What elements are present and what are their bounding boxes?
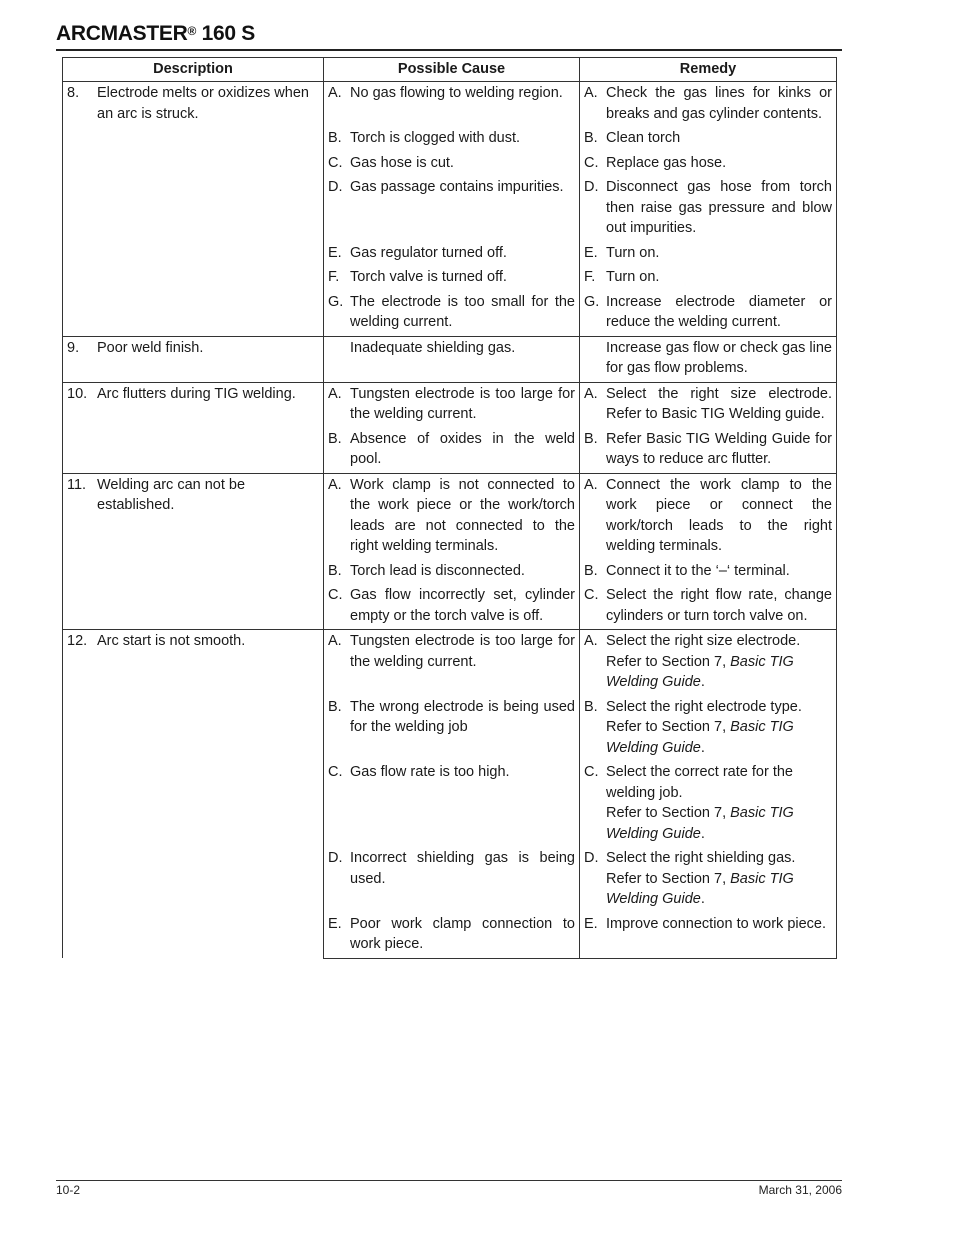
header-rule (56, 49, 842, 51)
remedy-instruction: Select the right shielding gas. (606, 850, 796, 866)
remedy-cell (580, 82, 837, 128)
remedy-item (584, 848, 832, 910)
remedy-letter: C. (584, 764, 599, 780)
remedy-item (584, 697, 832, 759)
remedy-text: Improve connection to work piece. (606, 915, 827, 932)
cause-text: Gas flow incorrectly set, cylinder empty or the torch valve is off. (350, 587, 575, 624)
cause-text: Gas flow rate is too high. (350, 764, 510, 780)
cause-item (328, 585, 575, 626)
remedy-text: Check the gas lines for kinks or breaks and gas cylinder contents. (606, 85, 832, 122)
remedy-text: Replace gas hose. (606, 154, 727, 171)
reference-suffix: . (700, 674, 705, 690)
table-row (63, 382, 837, 428)
remedy-item (584, 267, 832, 288)
remedy-text: Connect it to the ‘–‘ terminal. (606, 562, 790, 579)
reference-guide-title: Basic TIG Welding Guide (606, 653, 794, 690)
reference-prefix: Refer to Section 7, (606, 719, 731, 735)
remedy-letter: C. (584, 587, 599, 603)
reference-guide-title: Basic TIG Welding Guide (606, 870, 794, 907)
cause-letter: G. (328, 293, 344, 310)
cause-text: Gas regulator turned off. (350, 244, 507, 261)
remedy-item (584, 338, 832, 379)
problem-description: Poor weld finish. (97, 339, 204, 356)
remedy-letter: B. (584, 698, 598, 715)
remedy-cell (580, 630, 837, 696)
description (67, 83, 319, 124)
description-cell (63, 630, 324, 959)
cause-letter: A. (328, 85, 342, 101)
cause-text: Torch valve is turned off. (350, 269, 507, 285)
remedy-letter: B. (584, 562, 598, 579)
cause-item (328, 153, 575, 174)
cause-letter: C. (328, 587, 343, 603)
cause-cell (324, 560, 580, 585)
cause-letter: B. (328, 698, 342, 715)
remedy-text: Increase gas flow or check gas line for gas flow problems. (606, 339, 832, 376)
cause-item (328, 384, 575, 425)
cause-cell (324, 152, 580, 177)
remedy-item (584, 292, 832, 333)
remedy-item (584, 475, 832, 557)
remedy-letter: C. (584, 154, 599, 171)
problem-number: 8. (67, 85, 80, 101)
problem-description: Arc flutters during TIG welding. (97, 385, 296, 402)
cause-text: The electrode is too small for the welding current. (350, 293, 575, 330)
cause-cell (324, 630, 580, 696)
cause-item (328, 128, 575, 149)
remedy-letter (584, 338, 606, 379)
problem-number: 12. (67, 633, 88, 649)
remedy-text: Connect the work clamp to the work piece or connect the work/torch leads to the right welding terminals. (606, 476, 832, 554)
cause-cell (324, 428, 580, 474)
cause-text: Torch lead is disconnected. (350, 562, 525, 579)
remedy-letter: E. (584, 244, 598, 261)
remedy-cell (580, 584, 837, 630)
registered-mark: ® (187, 24, 197, 38)
remedy-letter: B. (584, 130, 598, 146)
footer-rule (56, 1180, 842, 1181)
remedy-letter: B. (584, 430, 598, 447)
remedy-cell (580, 127, 837, 152)
cause-text: Inadequate shielding gas. (350, 339, 516, 356)
cause-item (328, 292, 575, 333)
cause-item (328, 83, 575, 104)
cause-letter: B. (328, 430, 342, 447)
remedy-item (584, 153, 832, 174)
remedy-letter: E. (584, 915, 598, 932)
remedy-instruction: Select the correct rate for the welding job. (606, 764, 793, 801)
troubleshooting-table (62, 57, 837, 959)
description-cell (63, 336, 324, 382)
remedy-item (584, 631, 832, 693)
remedy-text (606, 848, 832, 910)
cause-text: Poor work clamp connection to work piece. (350, 915, 575, 952)
description (67, 631, 319, 652)
cause-text: Absence of oxides in the weld pool. (350, 430, 575, 467)
cause-letter: A. (328, 385, 342, 402)
cause-item (328, 631, 575, 672)
description (67, 384, 319, 405)
remedy-item (584, 128, 832, 149)
remedy-cell (580, 242, 837, 267)
cause-item (328, 267, 575, 288)
remedy-letter: A. (584, 385, 598, 402)
cause-letter: B. (328, 562, 342, 579)
page-number: 10-2 (56, 1183, 81, 1197)
problem-description: Welding arc can not be established. (97, 476, 246, 513)
problem-number: 10. (67, 385, 88, 402)
remedy-reference (606, 869, 832, 910)
cause-text: Incorrect shielding gas is being used. (350, 850, 575, 887)
remedy-letter: G. (584, 293, 600, 310)
table-row (63, 336, 837, 382)
reference-suffix: . (700, 891, 705, 907)
remedy-text: Clean torch (606, 130, 681, 146)
remedy-cell (580, 266, 837, 291)
problem-number: 9. (67, 339, 80, 356)
remedy-item (584, 429, 832, 470)
remedy-letter: A. (584, 633, 598, 649)
remedy-text: Increase electrode diameter or reduce the welding current. (606, 293, 832, 330)
cause-text: The wrong electrode is being used for the welding job (350, 698, 575, 735)
cause-item (328, 429, 575, 470)
remedy-cell (580, 428, 837, 474)
remedy-letter: A. (584, 476, 598, 493)
remedy-reference (606, 717, 832, 758)
cause-letter: D. (328, 179, 343, 195)
cause-letter: A. (328, 633, 342, 649)
cause-cell (324, 336, 580, 382)
remedy-text: Select the right size electrode. Refer to Basic TIG Welding guide. (606, 385, 832, 422)
column-header-remedy: Remedy (580, 58, 837, 82)
table-body (63, 82, 837, 959)
remedy-text (606, 631, 832, 693)
remedy-cell (580, 560, 837, 585)
remedy-text: Disconnect gas hose from torch then raise gas pressure and blow out impurities. (606, 179, 832, 236)
cause-letter (328, 338, 350, 359)
remedy-text (606, 697, 832, 759)
cause-text: No gas flowing to welding region. (350, 85, 563, 101)
remedy-item (584, 585, 832, 626)
column-header-description: Description (63, 58, 324, 82)
cause-letter: B. (328, 130, 342, 146)
cause-cell (324, 913, 580, 959)
problem-description: Arc start is not smooth. (97, 633, 246, 649)
reference-guide-title: Basic TIG Welding Guide (606, 719, 794, 756)
remedy-item (584, 561, 832, 582)
cause-cell (324, 82, 580, 128)
cause-letter: F. (328, 269, 340, 285)
remedy-cell (580, 382, 837, 428)
cause-letter: A. (328, 476, 342, 493)
table-row (63, 473, 837, 560)
remedy-instruction: Select the right size electrode. (606, 633, 801, 649)
reference-suffix: . (700, 825, 705, 842)
cause-item (328, 914, 575, 955)
description (67, 338, 319, 359)
cause-cell (324, 176, 580, 242)
cause-letter: E. (328, 244, 342, 261)
product-name: ARCMASTER (56, 22, 188, 45)
cause-cell (324, 473, 580, 560)
cause-item (328, 848, 575, 889)
cause-item (328, 762, 575, 783)
cause-cell (324, 291, 580, 337)
remedy-cell (580, 913, 837, 959)
cause-item (328, 177, 575, 198)
remedy-text: Select the right flow rate, change cylinders or turn torch valve on. (606, 587, 832, 624)
remedy-letter: D. (584, 850, 599, 866)
cause-cell (324, 127, 580, 152)
remedy-cell (580, 152, 837, 177)
cause-item (328, 338, 575, 359)
cause-item (328, 697, 575, 738)
cause-cell (324, 242, 580, 267)
cause-letter: C. (328, 154, 343, 171)
remedy-reference (606, 652, 832, 693)
remedy-text (606, 762, 832, 844)
cause-text: Gas hose is cut. (350, 154, 454, 171)
cause-cell (324, 761, 580, 847)
remedy-letter: A. (584, 85, 598, 101)
problem-number: 11. (67, 476, 87, 493)
remedy-reference (606, 803, 832, 844)
model-name: 160 S (201, 22, 255, 45)
cause-text: Tungsten electrode is too large for the welding current. (350, 633, 575, 670)
description-cell (63, 473, 324, 630)
cause-item (328, 475, 575, 557)
remedy-item (584, 762, 832, 844)
reference-prefix: Refer to Section 7, (606, 870, 731, 887)
description-cell (63, 382, 324, 473)
remedy-item (584, 384, 832, 425)
cause-text: Work clamp is not connected to the work piece or the work/torch leads are not connected to the right welding terminals. (350, 476, 575, 554)
column-header-possible-cause: Possible Cause (324, 58, 580, 82)
remedy-item (584, 83, 832, 124)
cause-letter: C. (328, 764, 343, 780)
remedy-cell (580, 761, 837, 847)
remedy-cell (580, 696, 837, 762)
cause-letter: D. (328, 850, 343, 866)
remedy-cell (580, 847, 837, 913)
remedy-cell (580, 291, 837, 337)
description (67, 475, 319, 516)
cause-text: Tungsten electrode is too large for the welding current. (350, 385, 575, 422)
reference-guide-title: Basic TIG Welding Guide (606, 805, 794, 842)
description-cell (63, 82, 324, 337)
remedy-letter: F. (584, 269, 596, 285)
cause-item (328, 243, 575, 264)
footer-date: March 31, 2006 (758, 1183, 842, 1197)
reference-suffix: . (700, 739, 705, 756)
cause-text: Torch is clogged with dust. (350, 130, 521, 146)
page-title (56, 22, 255, 46)
remedy-item (584, 243, 832, 264)
table-row (63, 82, 837, 128)
cause-item (328, 561, 575, 582)
cause-cell (324, 696, 580, 762)
table-header-row (63, 58, 837, 82)
remedy-instruction: Select the right electrode type. (606, 698, 802, 715)
cause-cell (324, 847, 580, 913)
problem-description: Electrode melts or oxidizes when an arc is struck. (97, 85, 309, 122)
remedy-cell (580, 176, 837, 242)
remedy-item (584, 914, 832, 935)
cause-cell (324, 266, 580, 291)
remedy-text: Turn on. (606, 269, 660, 285)
table-row (63, 630, 837, 696)
cause-cell (324, 584, 580, 630)
cause-cell (324, 382, 580, 428)
reference-prefix: Refer to Section 7, (606, 653, 731, 670)
reference-prefix: Refer to Section 7, (606, 805, 731, 821)
cause-text: Gas passage contains impurities. (350, 179, 564, 195)
remedy-cell (580, 473, 837, 560)
remedy-cell (580, 336, 837, 382)
remedy-item (584, 177, 832, 239)
cause-letter: E. (328, 915, 342, 932)
remedy-text: Refer Basic TIG Welding Guide for ways to reduce arc flutter. (606, 430, 832, 467)
remedy-text: Turn on. (606, 244, 660, 261)
remedy-letter: D. (584, 179, 599, 195)
